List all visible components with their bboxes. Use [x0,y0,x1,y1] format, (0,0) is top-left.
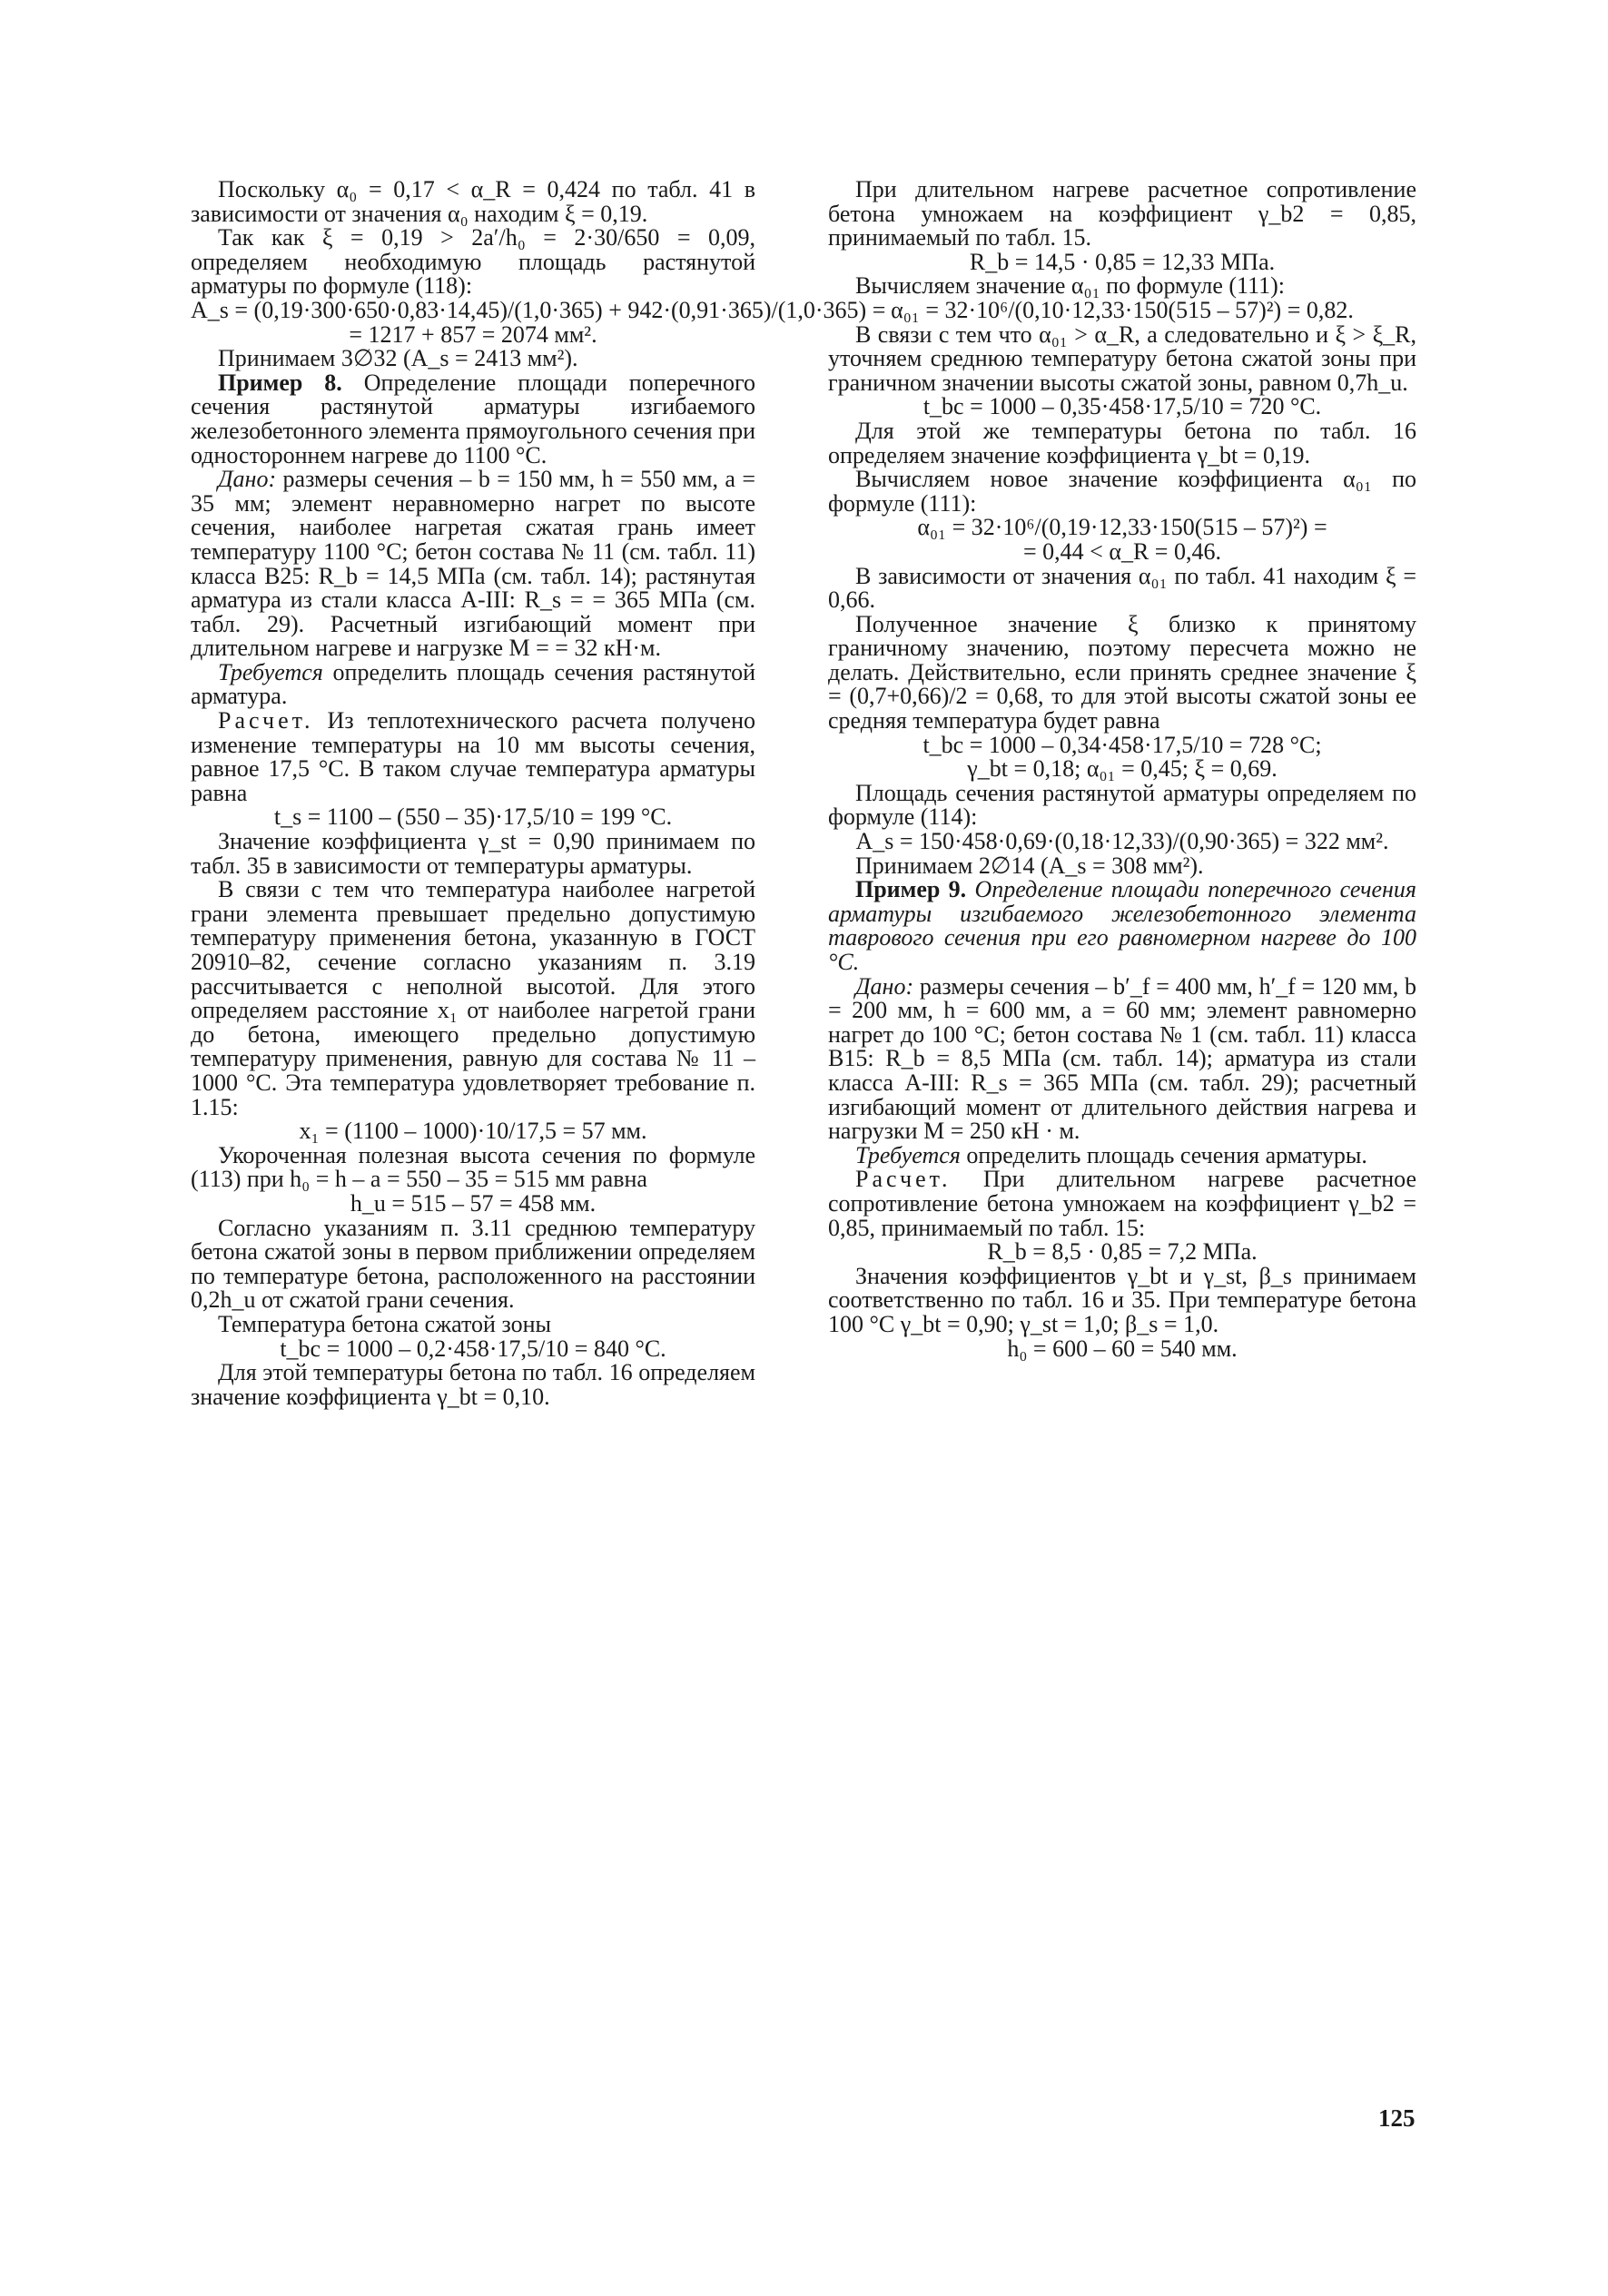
left-column [191,176,886,1410]
paragraph: Значение коэффициента γ_st = 0,90 принимаем по табл. 35 в зависимости от температуры арматуры. [191,828,755,879]
paragraph [828,1168,1416,1240]
paragraph [191,709,755,805]
given-label: Дано: [855,972,914,1000]
formula: = 0,44 < α_R = 0,46. [1023,537,1221,565]
paragraph: Укороченная полезная высота сечения по формуле (113) при h₀ = h – a = 550 – 35 = 515 мм равна [191,1141,755,1193]
paragraph: Полученное значение ξ близко к принятому граничному значению, поэтому пересчета можно не делать. Действительно, если принять среднее значение ξ = (0,7+0,66)/2 = 0,68, то для этой высоты сжатой зоны ее средняя температура будет равна [828,610,1416,734]
formula: R_b = 8,5 · 0,85 = 7,2 МПа. [987,1238,1258,1266]
paragraph: Вычисляем значение α₀₁ по формуле (111): [855,272,1285,300]
calculation-label: Расчет. [855,1166,952,1193]
required-text: определить площадь сечения арматуры. [966,1141,1367,1168]
right-column [828,178,1416,1361]
paragraph: Согласно указаниям п. 3.11 среднюю температуру бетона сжатой зоны в первом приближении определяем по температуре бетона, расположенного на расстоянии 0,2h_u от сжатой грани сечения. [191,1214,755,1314]
paragraph: Для этой же температуры бетона по табл. 16 определяем значение коэффициента γ_bt = 0,19. [828,417,1416,468]
paragraph: Вычисляем новое значение коэффициента α₀₁ по формуле (111): [828,466,1416,517]
formula: R_b = 14,5 · 0,85 = 12,33 МПа. [969,248,1276,275]
formula: = 1217 + 857 = 2074 мм². [349,320,597,348]
given-text: размеры сечения – b = 150 мм, h = 550 мм, a = 35 мм; элемент неравномерно нагрет по высоте сечения, наиболее нагретая сжатая грань имеет температуру 1100 °С; бетон состава № 11 (см. табл. 11) класса В25: R_b = 14,5 МПа (см. табл. 14); растянутая арматура из стали класса А-III: R_s = = 365 МПа (см. табл. 29). Расчетный изгибающий момент при длительном нагреве и нагрузке M = = 32 кН·м. [191,466,755,662]
example-heading: Пример 9. [855,876,967,903]
paragraph [828,972,1416,1145]
paragraph: Принимаем 3∅32 (A_s = 2413 мм²). [218,345,578,372]
formula: t_bc = 1000 – 0,35·458·17,5/10 = 720 °С. [922,393,1322,420]
formula: h₀ = 600 – 60 = 540 мм. [1007,1335,1238,1362]
formula: α₀₁ = 32·10⁶/(0,10·12,33·150(515 – 57)²) = 0,82. [891,296,1354,323]
paragraph [191,468,755,661]
formula: t_s = 1100 – (550 – 35)·17,5/10 = 199 °С. [273,803,673,831]
calculation-label: Расчет. [218,707,314,734]
example-title: Определение площади поперечного сечения растянутой арматуры изгибаемого железобетонного элемента прямоугольного сечения при одностороннем нагреве до 1100 °С. [191,369,756,468]
formula: t_bc = 1000 – 0,2·458·17,5/10 = 840 °С. [280,1335,666,1362]
paragraph: В зависимости от значения α₀₁ по табл. 41 находим ξ = 0,66. [828,562,1416,614]
formula: γ_bt = 0,18; α₀₁ = 0,45; ξ = 0,69. [967,755,1278,783]
example-title: Определение площади поперечного сечения арматуры изгибаемого железобетонного элемента таврового сечения при его равномерном нагреве до 100 °С. [828,876,1416,975]
paragraph: При длительном нагреве расчетное сопротивление бетона умножаем на коэффициент γ_b2 = 0,85, принимаемый по табл. 15. [828,176,1416,251]
required-text: определить площадь сечения растянутой арматура. [191,658,756,710]
formula: x₁ = (1100 – 1000)·10/17,5 = 57 мм. [299,1118,647,1145]
given-text: размеры сечения – b′_f = 400 мм, h′_f = 120 мм, b = 200 мм, h = 600 мм, a = 60 мм; элемент равномерно нагрет до 100 °С; бетон состава № 1 (см. табл. 11) класса В15: R_b = 8,5 МПа (см. табл. 14); арматура из стали класса А-III: R_s = 365 МПа (см. табл. 29); расчетный изгибающий момент от длительного действия нагрева и нагрузки M = 250 кН · м. [828,972,1416,1145]
formula: t_bc = 1000 – 0,34·458·17,5/10 = 728 °С; [922,731,1322,758]
paragraph: Для этой температуры бетона по табл. 16 определяем значение коэффициента γ_bt = 0,10. [191,1359,755,1410]
page-number: 125 [1378,2104,1416,2132]
paragraph: Площадь сечения растянутой арматуры определяем по формуле (114): [828,779,1416,831]
required-label: Требуется [855,1141,961,1168]
paragraph: Значения коэффициентов γ_bt и γ_st, β_s принимаем соответственно по табл. 16 и 35. При температуре бетона 100 °С γ_bt = 0,90; γ_st = 1,0; β_s = 1,0. [828,1262,1416,1337]
required-label: Требуется [218,658,323,685]
paragraph: Так как ξ = 0,19 > 2a′/h₀ = 2·30/650 = 0,09, определяем необходимую площадь растянутой арматуры по формуле (118): [191,224,755,300]
formula: α₀₁ = 32·10⁶/(0,19·12,33·150(515 – 57)²) = [917,514,1327,541]
paragraph: В связи с тем что α₀₁ > α_R, а следовательно и ξ > ξ_R, уточняем среднюю температуру бетона сжатой зоны при граничном значении высоты сжатой зоны, равном 0,7h_u. [828,320,1416,396]
paragraph: В связи с тем что температура наиболее нагретой грани элемента превышает предельно допустимую температуру применения бетона, указанную в ГОСТ 20910–82, сечение согласно указаниям п. 3.19 рассчитывается с неполной высотой. Для этого определяем расстояние x₁ от наиболее нагретой грани до бетона, имеющего предельно допустимую температуру применения, равную для состава № 11 – 1000 °С. Эта температура удовлетворяет требование п. 1.15: [191,876,755,1120]
formula: A_s = 150·458·0,69·(0,18·12,33)/(0,90·365) = 322 мм². [855,828,1389,855]
example-heading: Пример 8. [218,369,342,396]
paragraph: Поскольку α₀ = 0,17 < α_R = 0,424 по табл. 41 в зависимости от значения α₀ находим ξ = 0,19. [191,176,755,227]
given-label: Дано: [218,466,277,493]
formula: A_s = (0,19·300·650·0,83·14,45)/(1,0·365) + 942·(0,91·365)/(1,0·365) = [191,296,886,323]
paragraph [828,878,1416,974]
paragraph [191,371,755,468]
paragraph: Принимаем 2∅14 (A_s = 308 мм²). [855,852,1204,879]
paragraph [191,658,756,710]
paragraph [828,1141,1416,1168]
calculation-text: При длительном нагреве расчетное сопротивление бетона умножаем на коэффициент γ_b2 = 0,85, принимаемый по табл. 15: [828,1166,1417,1241]
formula: h_u = 515 – 57 = 458 мм. [350,1189,597,1217]
paragraph: Температура бетона сжатой зоны [218,1310,551,1337]
calculation-text: Из теплотехнического расчета получено изменение температуры на 10 мм высоты сечения, равное 17,5 °С. В таком случае температура арматуры равна [191,707,755,806]
